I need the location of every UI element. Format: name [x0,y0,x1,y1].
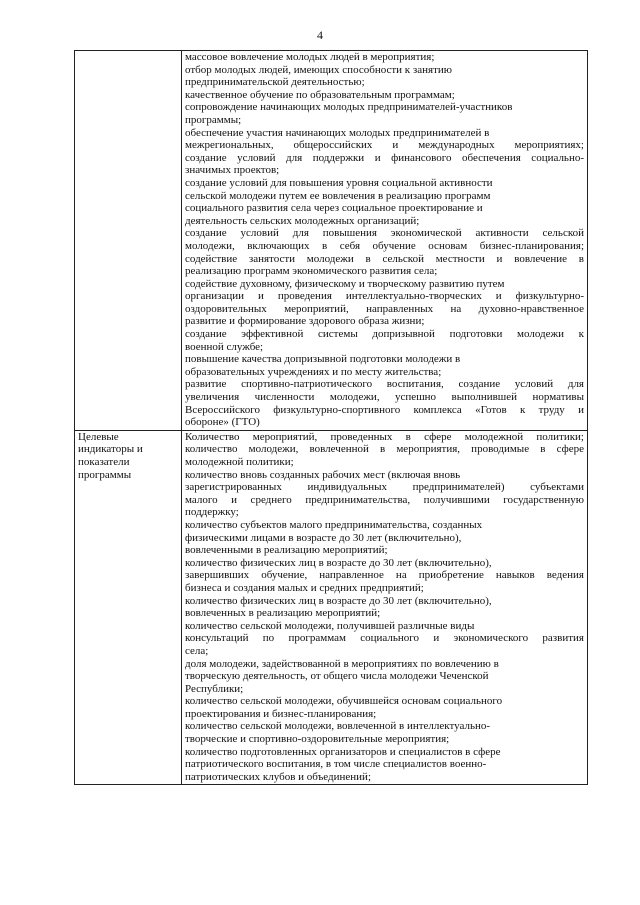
content-line: количество физических лиц в возрасте до 30 лет (включительно), [185,556,492,569]
content-line: военной службе; [185,340,264,353]
content-line: качественное обучение по образовательным программам; [185,88,455,101]
content-line: образовательных учреждениях и по месту жительства; [185,365,442,378]
content-line: содействие занятости молодежи в сельской местности и вовлечение в [185,252,584,265]
table-row [75,430,588,785]
content-line: патриотических клубов и объединений; [185,770,371,783]
content-line: количество подготовленных организаторов и специалистов в сфере [185,745,501,758]
content-line: количество сельской молодежи, получившей различные виды [185,619,475,632]
row-label-line: показатели [78,456,130,468]
content-line: содействие духовному, физическому и творческому развитию путем [185,277,505,290]
content-line: развитие и формирование здорового образа жизни; [185,315,425,328]
content-line: творческие и спортивно-оздоровительные мероприятия; [185,733,450,746]
table-row [75,51,588,431]
content-line: проектирования и бизнес-планирования; [185,707,377,720]
content-line: обороне» (ГТО) [185,416,260,429]
content-line: села; [185,644,209,657]
content-line: консультаций по программам социального и экономического развития [185,632,584,645]
content-line: молодежи, включающих в себя обучение основам бизнес-планирования; [185,239,584,252]
content-line: сельской молодежи путем ее вовлечения в реализацию программ [185,189,491,202]
content-line: количество молодежи, вовлеченной в мероприятия, проводимые в сфере [185,443,584,456]
content-line: вовлеченных в реализацию мероприятий; [185,607,381,620]
content-line: деятельность сельских молодежных организаций; [185,214,420,227]
content-line: Количество мероприятий, проведенных в сфере молодежной политики; [185,430,584,443]
content-line: значимых проектов; [185,164,280,177]
program-table [74,50,588,785]
content-line: завершивших обучение, направленное на приобретение навыков ведения [185,569,584,582]
row-label-cell [75,430,182,785]
content-line: создание условий для поддержки и финансового обеспечения социально- [185,151,584,164]
content-line: Всероссийского физкультурно-спортивного комплекса «Готов к труду и [185,403,584,416]
content-line: предпринимательской деятельностью; [185,76,365,89]
content-line: количество вновь созданных рабочих мест (включая вновь [185,468,461,481]
content-line: массовое вовлечение молодых людей в мероприятия; [185,51,435,63]
content-line: количество субъектов малого предпринимательства, созданных [185,518,483,531]
content-line: создание эффективной системы допризывной подготовки молодежи к [185,328,584,341]
content-line: доля молодежи, задействованной в мероприятиях по вовлечению в [185,657,499,670]
content-line: малого и среднего предпринимательства, получившими государственную [185,493,584,506]
content-line: межрегиональных, общероссийских и международных мероприятиях; [185,139,584,152]
content-line: создание условий для повышения уровня социальной активности [185,176,493,189]
row-label-line: индикаторы и [78,443,143,456]
content-line: отбор молодых людей, имеющих способности к занятию [185,63,452,76]
row-content-cell [182,430,588,785]
content-line: творческую деятельность, от общего числа молодежи Чеченской [185,670,489,683]
content-line: патриотического воспитания, в том числе специалистов военно- [185,758,487,771]
content-line: повышение качества допризывной подготовки молодежи в [185,353,461,366]
content-line: увеличения численности молодежи, успешно выполнившей нормативы [185,391,584,404]
content-line: молодежной политики; [185,456,294,468]
content-line: поддержку; [185,506,239,519]
content-line: вовлеченными в реализацию мероприятий; [185,544,388,557]
content-line: физическими лицами в возрасте до 30 лет (включительно), [185,531,462,544]
content-line: сопровождение начинающих молодых предпринимателей-участников [185,101,513,114]
content-line: реализацию программ экономического развития села; [185,265,438,278]
content-line: зарегистрированных индивидуальных предпринимателей) субъектами [185,481,584,494]
content-line: бизнеса и создания малых и средних предприятий; [185,581,424,594]
table-body [75,51,588,785]
row-label-line: программы [78,468,132,481]
content-line: обеспечение участия начинающих молодых предпринимателей в [185,126,490,139]
content-line: развитие спортивно-патриотического воспитания, создание условий для [185,378,584,391]
content-line: количество сельской молодежи, обучившейся основам социального [185,695,503,708]
content-line: оздоровительных мероприятий, направленных на духовно-нравственное [185,302,584,315]
page-number: 4 [317,28,323,42]
content-line: программы; [185,113,242,126]
row-content-cell [182,51,588,431]
row-label-line: Целевые [78,430,119,443]
content-line: организации и проведения интеллектуально-творческих и физкультурно- [185,290,584,303]
content-line: количество сельской молодежи, вовлеченной в интеллектуально- [185,720,491,733]
row-label-cell [75,51,182,431]
content-line: количество физических лиц в возрасте до 30 лет (включительно), [185,594,492,607]
content-line: создание условий для повышения экономической активности сельской [185,227,584,240]
content-line: Республики; [185,682,244,695]
content-line: социального развития села через социальное проектирование и [185,202,483,215]
